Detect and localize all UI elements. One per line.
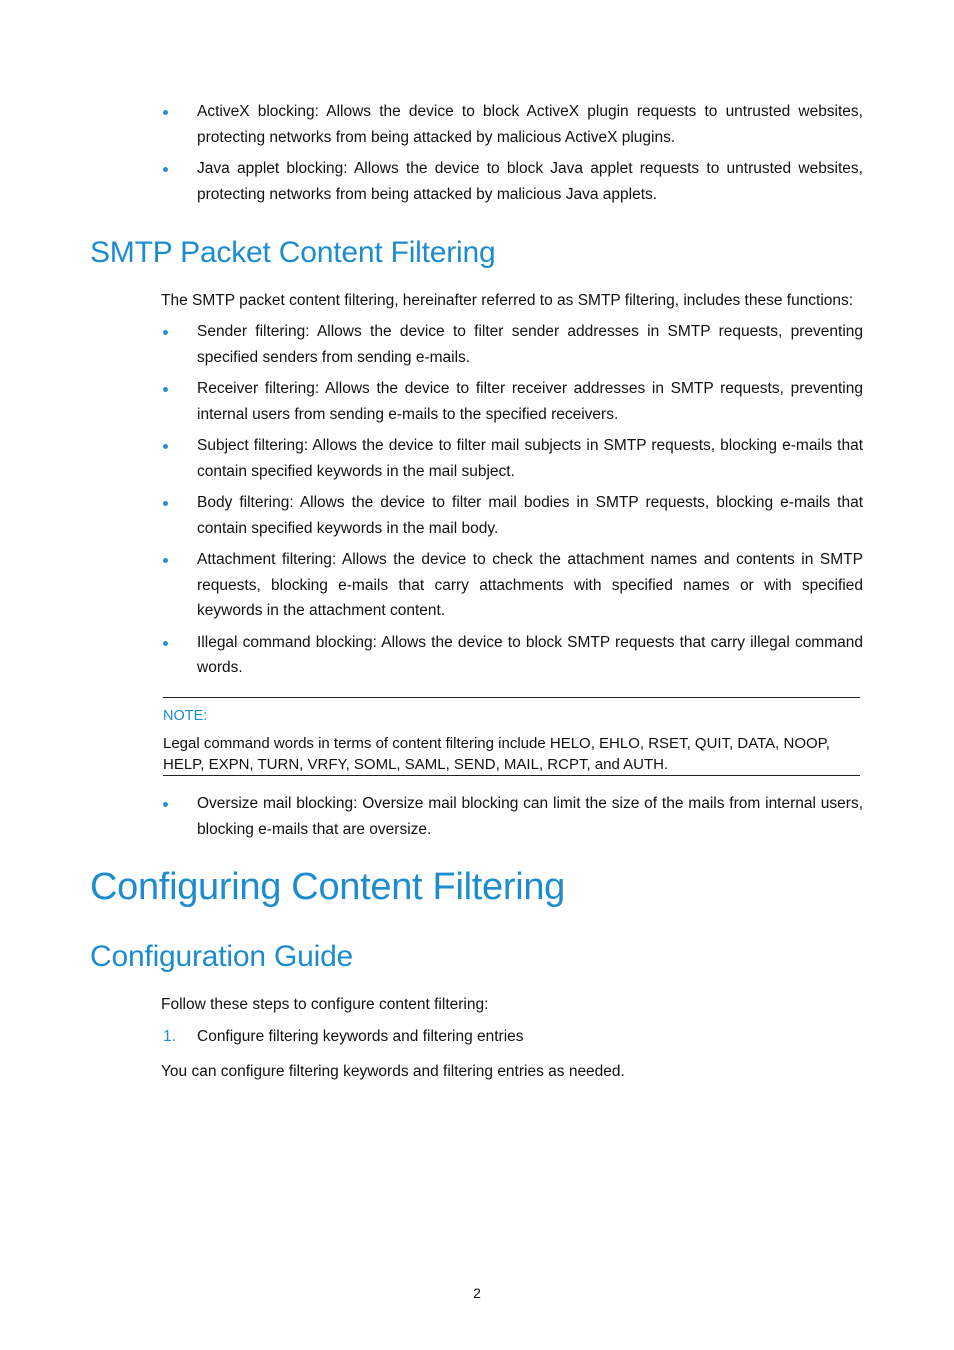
smtp-bullet-list <box>160 319 863 681</box>
note-label: NOTE: <box>163 708 208 724</box>
section-heading-configuration-guide: Configuration Guide <box>90 940 354 973</box>
bullet-icon <box>163 110 168 115</box>
bullet-icon <box>163 558 168 563</box>
bullet-icon <box>163 641 168 646</box>
bullet-icon <box>163 501 168 506</box>
bullet-icon <box>163 444 168 449</box>
step-text: Configure filtering keywords and filtering entries <box>197 1028 524 1045</box>
section-heading-smtp: SMTP Packet Content Filtering <box>90 236 496 269</box>
bullet-text: Attachment filtering: Allows the device to check the attachment names and contents in SMTP requests, blocking e-mails that carry attachments with specified names or with specified keywords in the attachment content. <box>197 551 863 619</box>
list-item <box>160 319 863 370</box>
chapter-title: Configuring Content Filtering <box>90 866 566 908</box>
list-item <box>160 433 863 484</box>
bullet-text: Subject filtering: Allows the device to filter mail subjects in SMTP requests, blocking e-mails that contain specified keywords in the mail subject. <box>197 437 863 480</box>
bullet-text: Illegal command blocking: Allows the device to block SMTP requests that carry illegal command words. <box>197 633 863 676</box>
bullet-text: Oversize mail blocking: Oversize mail blocking can limit the size of the mails from internal users, blocking e-mails that are oversize. <box>197 795 863 838</box>
top-bullet-list <box>160 99 863 207</box>
configuration-intro: Follow these steps to configure content filtering: <box>161 996 489 1013</box>
page-number: 2 <box>473 1285 481 1301</box>
list-item <box>160 490 863 541</box>
list-item <box>160 99 863 150</box>
note-box <box>163 697 860 776</box>
smtp-intro: The SMTP packet content filtering, hereinafter referred to as SMTP filtering, includes these functions: <box>161 292 854 309</box>
bullet-icon <box>163 167 168 172</box>
list-item <box>160 630 863 681</box>
bullet-icon <box>163 802 168 807</box>
step-item <box>160 1026 863 1048</box>
bullet-text: Sender filtering: Allows the device to filter sender addresses in SMTP requests, preventing specified senders from sending e-mails. <box>197 323 863 366</box>
bullet-text: Body filtering: Allows the device to filter mail bodies in SMTP requests, blocking e-mails that contain specified keywords in the mail body. <box>197 494 863 537</box>
configuration-closing: You can configure filtering keywords and filtering entries as needed. <box>161 1063 625 1080</box>
list-item <box>160 547 863 624</box>
bullet-icon <box>163 387 168 392</box>
bullet-text: Receiver filtering: Allows the device to filter receiver addresses in SMTP requests, preventing internal users from sending e-mails to the specified receivers. <box>197 380 863 423</box>
steps-list <box>160 1026 863 1048</box>
list-item <box>160 376 863 427</box>
list-item <box>160 791 863 842</box>
bullet-text: Java applet blocking: Allows the device to block Java applet requests to untrusted websites, protecting networks from being attacked by malicious Java applets. <box>197 160 863 203</box>
note-text: Legal command words in terms of content filtering include HELO, EHLO, RSET, QUIT, DATA, NOOP, HELP, EXPN, TURN, VRFY, SOML, SAML, SEND, MAIL, RCPT, and AUTH. <box>163 735 830 773</box>
bullet-icon <box>163 330 168 335</box>
list-item <box>160 156 863 207</box>
bullet-text: ActiveX blocking: Allows the device to block ActiveX plugin requests to untrusted websites, protecting networks from being attacked by malicious ActiveX plugins. <box>197 103 863 146</box>
after-note-bullet-list <box>160 791 863 842</box>
step-number: 1. <box>163 1028 176 1045</box>
